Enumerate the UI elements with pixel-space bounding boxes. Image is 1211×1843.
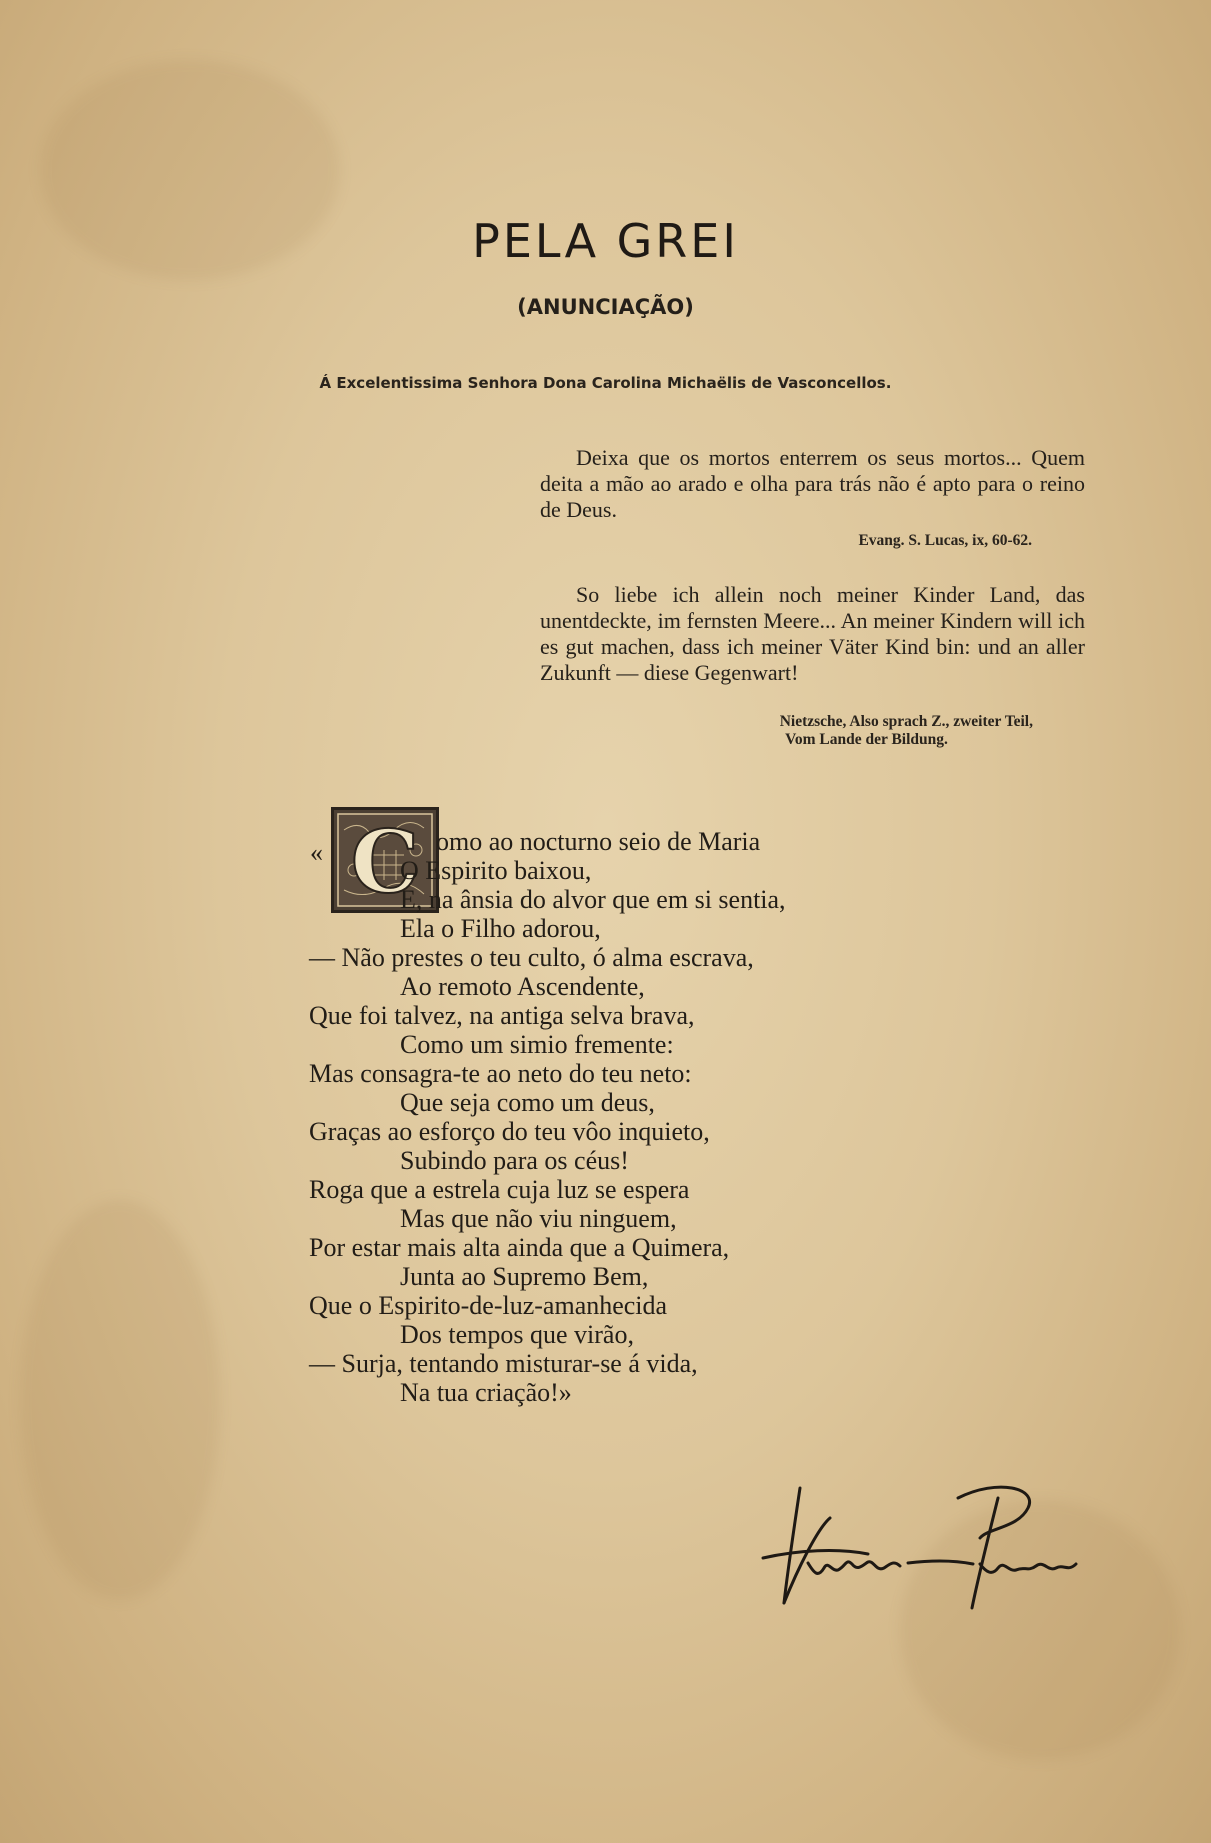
poem-line: — Surja, tentando misturar-se á vida, <box>309 1349 698 1378</box>
poem-line: — Não prestes o teu culto, ó alma escrava, <box>309 943 754 972</box>
poem-line: Subindo para os céus! <box>400 1146 629 1175</box>
epigraph-nietzsche-source <box>660 713 1033 749</box>
opening-quote: « <box>310 838 323 867</box>
poem-line: E, na ânsia do alvor que em si sentia, <box>400 885 786 914</box>
poem-line: Ao remoto Ascendente, <box>400 972 645 1001</box>
page-subtitle: (ANUNCIAÇÃO) <box>517 295 694 319</box>
poem-line: Roga que a estrela cuja luz se espera <box>309 1175 690 1204</box>
page-title: PELA GREI <box>472 214 739 268</box>
poem-line-text: omo ao nocturno seio de Maria <box>436 827 761 856</box>
poem-line: Que o Espirito-de-luz-amanhecida <box>309 1291 668 1320</box>
epigraph-gospel: Deixa que os mortos enterrem os seus mortos... Quem deita a mão ao arado e olha para trás não é apto para o reino de Deus. <box>540 445 1085 522</box>
poem-line: Por estar mais alta ainda que a Quimera, <box>309 1233 730 1262</box>
poem-line: Que seja como um deus, <box>400 1088 655 1117</box>
poem-line: Ela o Filho adorou, <box>400 914 601 943</box>
dropcap-letter: C <box>350 812 420 910</box>
epigraph-nietzsche: So liebe ich allein noch meiner Kinder Land, das unentdeckte, im fernsten Meere... An meiner Kindern will ich es gut machen, dass ich meiner Väter Kind bin: und an aller Zukunft — diese Gegenwart! <box>540 582 1085 685</box>
poem-line <box>309 827 760 857</box>
poem-line: Como um simio fremente: <box>400 1030 674 1059</box>
poem-line: Mas que não viu ninguem, <box>400 1204 677 1233</box>
dedication: Á Excelentissima Senhora Dona Carolina Michaëlis de Vasconcellos. <box>319 374 892 392</box>
poem-line: Que foi talvez, na antiga selva brava, <box>309 1001 695 1030</box>
poem-line: Graças ao esforço do teu vôo inquieto, <box>309 1117 710 1146</box>
poem-line: O Espirito baixou, <box>400 856 592 885</box>
paper-stain <box>20 1200 220 1600</box>
poem-line: Na tua criação!» <box>400 1378 572 1407</box>
source-line: Vom Lande der Bildung. <box>785 731 948 748</box>
source-line: Nietzsche, Also sprach Z., zweiter Teil, <box>779 713 1033 730</box>
source-line: Evang. S. Lucas, ix, 60-62. <box>858 532 1032 549</box>
epigraph-gospel-source <box>700 532 1032 550</box>
poem-line: Dos tempos que virão, <box>400 1320 634 1349</box>
handwritten-signature <box>758 1468 1088 1618</box>
poem-line: Mas consagra-te ao neto do teu neto: <box>309 1059 692 1088</box>
poem-line: Junta ao Supremo Bem, <box>400 1262 649 1291</box>
